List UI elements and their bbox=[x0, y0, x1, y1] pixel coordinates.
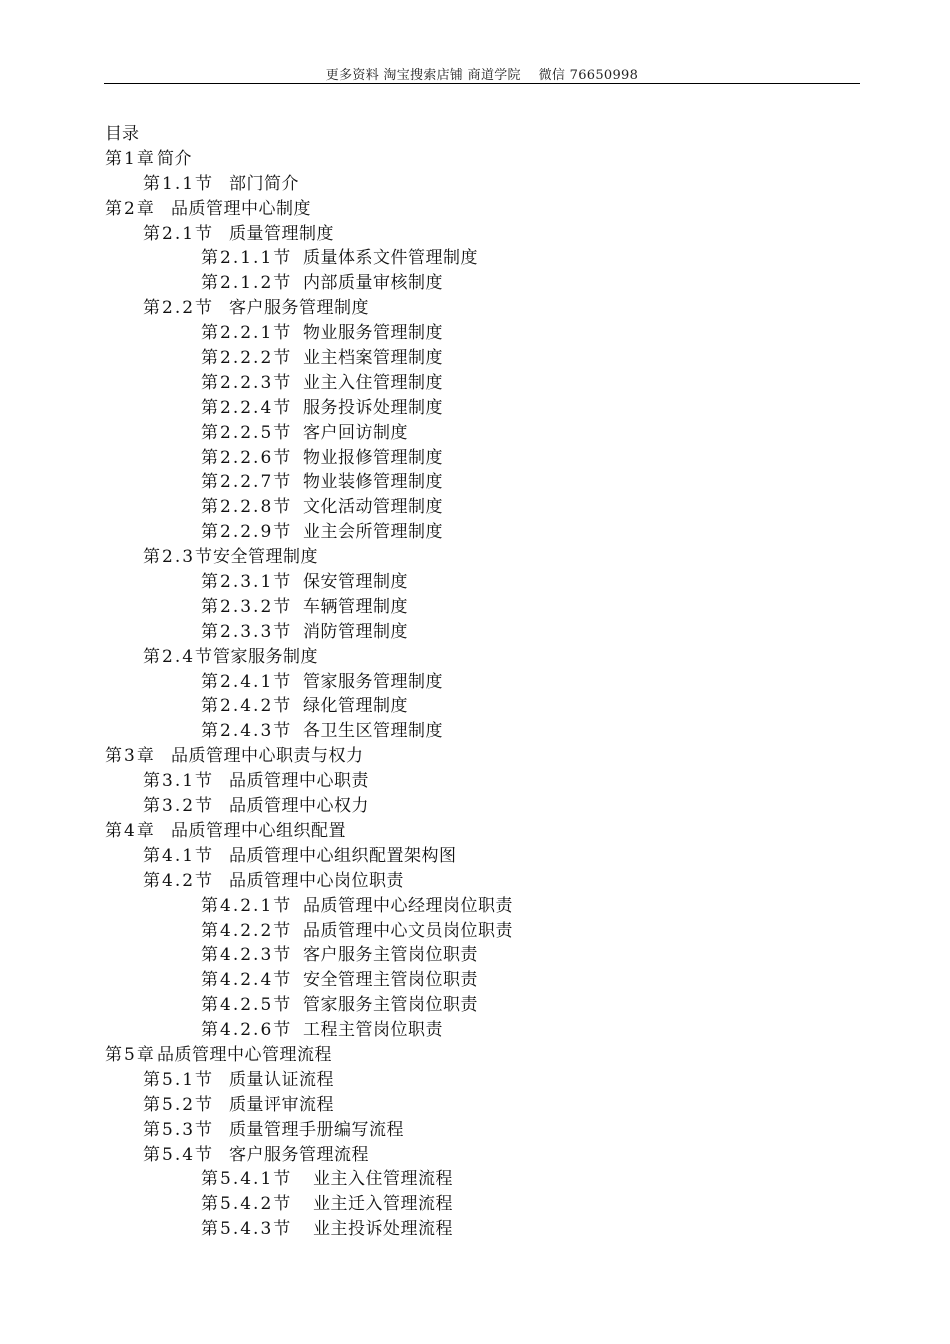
toc-entry-level-1[interactable] bbox=[105, 819, 865, 844]
toc-entry-title: 保安管理制度 bbox=[303, 572, 408, 593]
toc-entry-number: 第2.3.1节 bbox=[201, 572, 293, 593]
toc-entry-title: 安全管理制度 bbox=[213, 547, 318, 568]
toc-entry-level-1[interactable] bbox=[105, 147, 865, 172]
toc-entry-number: 第5.4.1节 bbox=[201, 1169, 293, 1190]
toc-entry-number: 第5章 bbox=[105, 1044, 156, 1065]
toc-entry-title: 管家服务管理制度 bbox=[303, 671, 443, 692]
toc-entry-title: 品质管理中心管理流程 bbox=[157, 1044, 332, 1065]
toc-entry-level-3[interactable] bbox=[105, 346, 865, 371]
toc-entry-title: 绿化管理制度 bbox=[303, 696, 408, 717]
toc-entry-title: 质量体系文件管理制度 bbox=[303, 248, 478, 269]
toc-entry-number: 第3章 bbox=[105, 746, 156, 767]
toc-entry-number: 第5.3节 bbox=[143, 1119, 215, 1140]
toc-entry-level-3[interactable] bbox=[105, 1167, 865, 1192]
toc-entry-title: 简介 bbox=[157, 148, 192, 169]
toc-entry-level-3[interactable] bbox=[105, 570, 865, 595]
toc-entry-level-3[interactable] bbox=[105, 993, 865, 1018]
toc-entry-level-3[interactable] bbox=[105, 396, 865, 421]
toc-entry-level-3[interactable] bbox=[105, 1217, 865, 1242]
toc-entry-title: 各卫生区管理制度 bbox=[303, 721, 443, 742]
toc-entry-level-3[interactable] bbox=[105, 670, 865, 695]
toc-entry-level-2[interactable] bbox=[105, 1143, 865, 1168]
toc-entry-number: 第4.2.1节 bbox=[201, 895, 293, 916]
toc-entry-level-3[interactable] bbox=[105, 421, 865, 446]
toc-entry-title: 物业服务管理制度 bbox=[303, 323, 443, 344]
toc-entry-number: 第2.2节 bbox=[143, 298, 215, 319]
toc-entry-number: 第2.3.2节 bbox=[201, 596, 293, 617]
toc-entry-level-3[interactable] bbox=[105, 246, 865, 271]
toc-entry-number: 第2.2.2节 bbox=[201, 348, 293, 369]
toc-entry-number: 第2.1.2节 bbox=[201, 273, 293, 294]
toc-title: 目录 bbox=[105, 124, 139, 144]
toc-entry-title: 客户服务管理流程 bbox=[229, 1144, 369, 1165]
toc-entry-number: 第2.2.4节 bbox=[201, 397, 293, 418]
toc-entry-title: 车辆管理制度 bbox=[303, 596, 408, 617]
toc-entry-number: 第2.1.1节 bbox=[201, 248, 293, 269]
toc-entry-level-3[interactable] bbox=[105, 470, 865, 495]
toc-entry-level-3[interactable] bbox=[105, 520, 865, 545]
toc-entry-level-3[interactable] bbox=[105, 321, 865, 346]
toc-entry-number: 第1.1节 bbox=[143, 173, 215, 194]
toc-entry-number: 第2.3.3节 bbox=[201, 621, 293, 642]
toc-entry-title: 内部质量审核制度 bbox=[303, 273, 443, 294]
toc-entry-title: 业主投诉处理流程 bbox=[313, 1219, 453, 1240]
toc-entry-number: 第5.4节 bbox=[143, 1144, 215, 1165]
toc-entry-title: 业主入住管理流程 bbox=[313, 1169, 453, 1190]
toc-entry-level-3[interactable] bbox=[105, 495, 865, 520]
toc-entry-number: 第4.2.4节 bbox=[201, 970, 293, 991]
toc-entry-number: 第2.2.8节 bbox=[201, 497, 293, 518]
toc-entry-number: 第2.4.3节 bbox=[201, 721, 293, 742]
toc-entry-level-2[interactable] bbox=[105, 222, 865, 247]
toc-entry-title: 质量评审流程 bbox=[229, 1094, 334, 1115]
table-of-contents bbox=[105, 122, 865, 1242]
toc-entry-title: 服务投诉处理制度 bbox=[303, 397, 443, 418]
toc-entry-title: 消防管理制度 bbox=[303, 621, 408, 642]
toc-entry-level-3[interactable] bbox=[105, 968, 865, 993]
toc-entry-title: 品质管理中心岗位职责 bbox=[229, 870, 404, 891]
toc-entry-title: 质量管理手册编写流程 bbox=[229, 1119, 404, 1140]
toc-entry-title: 客户服务主管岗位职责 bbox=[303, 945, 478, 966]
toc-entry-level-2[interactable] bbox=[105, 794, 865, 819]
toc-entry-title: 品质管理中心职责与权力 bbox=[171, 746, 364, 767]
toc-entry-number: 第5.2节 bbox=[143, 1094, 215, 1115]
toc-entry-level-2[interactable] bbox=[105, 769, 865, 794]
toc-entry-title: 品质管理中心权力 bbox=[229, 796, 369, 817]
toc-entry-number: 第3.2节 bbox=[143, 796, 215, 817]
toc-entry-number: 第2.2.3节 bbox=[201, 372, 293, 393]
toc-entry-level-3[interactable] bbox=[105, 371, 865, 396]
toc-entry-number: 第2.2.9节 bbox=[201, 522, 293, 543]
toc-entry-title: 文化活动管理制度 bbox=[303, 497, 443, 518]
toc-entry-level-3[interactable] bbox=[105, 271, 865, 296]
toc-entry-level-2[interactable] bbox=[105, 1093, 865, 1118]
toc-entry-level-2[interactable] bbox=[105, 1068, 865, 1093]
toc-entry-number: 第2.4.2节 bbox=[201, 696, 293, 717]
toc-entry-number: 第4.2.6节 bbox=[201, 1020, 293, 1041]
toc-entry-level-2[interactable] bbox=[105, 545, 865, 570]
toc-entry-title: 安全管理主管岗位职责 bbox=[303, 970, 478, 991]
toc-entry-number: 第5.1节 bbox=[143, 1069, 215, 1090]
header-rule bbox=[104, 83, 860, 84]
toc-entry-title: 物业报修管理制度 bbox=[303, 447, 443, 468]
toc-entry-title: 业主入住管理制度 bbox=[303, 372, 443, 393]
toc-entry-level-3[interactable] bbox=[105, 894, 865, 919]
toc-list bbox=[105, 147, 865, 1242]
toc-entry-level-3[interactable] bbox=[105, 719, 865, 744]
toc-entry-level-3[interactable] bbox=[105, 943, 865, 968]
toc-entry-title: 客户服务管理制度 bbox=[229, 298, 369, 319]
toc-entry-title: 管家服务主管岗位职责 bbox=[303, 995, 478, 1016]
toc-entry-number: 第2.4.1节 bbox=[201, 671, 293, 692]
toc-entry-title: 管家服务制度 bbox=[213, 646, 318, 667]
toc-entry-level-3[interactable] bbox=[105, 595, 865, 620]
toc-entry-level-3[interactable] bbox=[105, 1018, 865, 1043]
toc-entry-level-2[interactable] bbox=[105, 172, 865, 197]
toc-entry-level-3[interactable] bbox=[105, 1192, 865, 1217]
toc-entry-title: 品质管理中心经理岗位职责 bbox=[303, 895, 513, 916]
toc-entry-title: 业主会所管理制度 bbox=[303, 522, 443, 543]
toc-entry-number: 第2.2.1节 bbox=[201, 323, 293, 344]
toc-entry-number: 第2.3节 bbox=[143, 547, 215, 568]
toc-entry-level-3[interactable] bbox=[105, 919, 865, 944]
toc-entry-number: 第2.2.7节 bbox=[201, 472, 293, 493]
toc-entry-level-3[interactable] bbox=[105, 620, 865, 645]
toc-entry-title: 品质管理中心文员岗位职责 bbox=[303, 920, 513, 941]
toc-entry-title: 品质管理中心制度 bbox=[171, 198, 311, 219]
toc-entry-number: 第4.2.5节 bbox=[201, 995, 293, 1016]
toc-entry-title: 客户回访制度 bbox=[303, 422, 408, 443]
toc-entry-level-3[interactable] bbox=[105, 694, 865, 719]
toc-entry-level-2[interactable] bbox=[105, 869, 865, 894]
toc-entry-number: 第2章 bbox=[105, 198, 156, 219]
toc-entry-number: 第4.2.2节 bbox=[201, 920, 293, 941]
toc-entry-title: 工程主管岗位职责 bbox=[303, 1020, 443, 1041]
toc-entry-level-1[interactable] bbox=[105, 1043, 865, 1068]
toc-entry-title: 部门简介 bbox=[229, 173, 299, 194]
toc-entry-number: 第4.1节 bbox=[143, 845, 215, 866]
page-header: 更多资料 淘宝搜索店铺 商道学院 微信 76650998 bbox=[325, 68, 639, 83]
toc-entry-number: 第4.2节 bbox=[143, 870, 215, 891]
toc-entry-number: 第1章 bbox=[105, 148, 156, 169]
toc-entry-number: 第2.2.5节 bbox=[201, 422, 293, 443]
toc-entry-level-2[interactable] bbox=[105, 645, 865, 670]
toc-entry-title: 品质管理中心职责 bbox=[229, 771, 369, 792]
toc-entry-number: 第2.2.6节 bbox=[201, 447, 293, 468]
toc-entry-title: 品质管理中心组织配置 bbox=[171, 820, 346, 841]
toc-entry-level-3[interactable] bbox=[105, 446, 865, 471]
toc-entry-level-1[interactable] bbox=[105, 744, 865, 769]
toc-entry-number: 第5.4.2节 bbox=[201, 1194, 293, 1215]
toc-entry-number: 第2.4节 bbox=[143, 646, 215, 667]
toc-entry-title: 质量管理制度 bbox=[229, 223, 334, 244]
toc-entry-number: 第3.1节 bbox=[143, 771, 215, 792]
toc-entry-title: 业主档案管理制度 bbox=[303, 348, 443, 369]
toc-entry-level-2[interactable] bbox=[105, 296, 865, 321]
toc-entry-number: 第4章 bbox=[105, 820, 156, 841]
toc-entry-level-1[interactable] bbox=[105, 197, 865, 222]
toc-entry-title: 品质管理中心组织配置架构图 bbox=[229, 845, 457, 866]
toc-entry-number: 第2.1节 bbox=[143, 223, 215, 244]
toc-entry-title: 业主迁入管理流程 bbox=[313, 1194, 453, 1215]
toc-entry-title: 物业装修管理制度 bbox=[303, 472, 443, 493]
toc-entry-level-2[interactable] bbox=[105, 844, 865, 869]
toc-entry-number: 第5.4.3节 bbox=[201, 1219, 293, 1240]
toc-entry-title: 质量认证流程 bbox=[229, 1069, 334, 1090]
toc-entry-level-2[interactable] bbox=[105, 1118, 865, 1143]
toc-entry-number: 第4.2.3节 bbox=[201, 945, 293, 966]
